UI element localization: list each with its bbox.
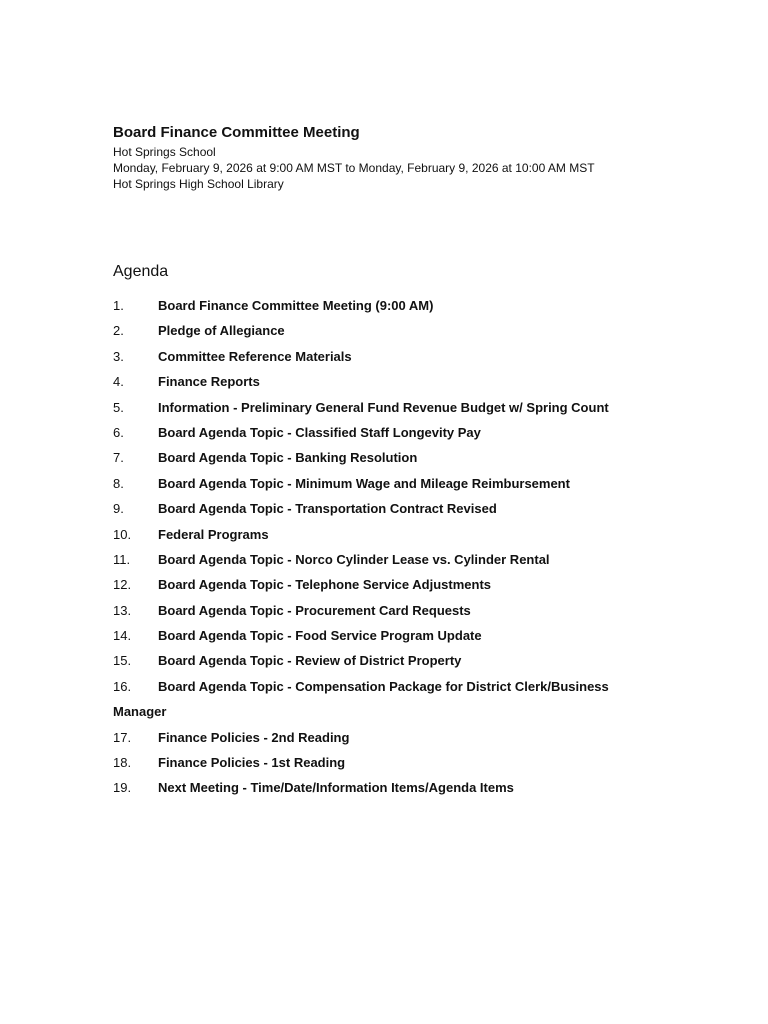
agenda-item-title: Pledge of Allegiance xyxy=(158,323,285,339)
agenda-item-title: Next Meeting - Time/Date/Information Items/Agenda Items xyxy=(158,780,514,796)
agenda-item-number: 7. xyxy=(113,450,124,466)
agenda-item xyxy=(113,525,673,550)
agenda-item xyxy=(113,423,673,448)
agenda-item xyxy=(113,474,673,499)
agenda-item-title: Information - Preliminary General Fund Revenue Budget w/ Spring Count xyxy=(158,399,609,415)
meeting-title: Board Finance Committee Meeting xyxy=(113,124,360,141)
agenda-item xyxy=(113,448,673,473)
agenda-item-number: 3. xyxy=(113,348,124,364)
agenda-item-title: Board Agenda Topic - Review of District Property xyxy=(158,653,462,669)
agenda-item-title: Board Agenda Topic - Norco Cylinder Lease vs. Cylinder Rental xyxy=(158,551,550,567)
agenda-item-title: Board Finance Committee Meeting (9:00 AM) xyxy=(158,298,434,313)
meeting-location: Hot Springs High School Library xyxy=(113,177,284,191)
document-page xyxy=(113,122,673,796)
agenda-item-number: 19. xyxy=(113,780,132,796)
agenda-item-number: 5. xyxy=(113,399,124,415)
agenda-item xyxy=(113,321,673,346)
meeting-datetime: Monday, February 9, 2026 at 9:00 AM MST to Monday, February 9, 2026 at 10:00 AM MST xyxy=(113,161,595,175)
agenda-item xyxy=(113,372,673,397)
agenda-item-number: 2. xyxy=(113,323,124,339)
agenda-item xyxy=(113,778,673,803)
agenda-item-title: Board Agenda Topic - Compensation Package for District Clerk/Business xyxy=(158,678,609,694)
agenda-item xyxy=(113,550,673,575)
agenda-item-title: Board Agenda Topic - Procurement Card Requests xyxy=(158,602,471,618)
agenda-heading: Agenda xyxy=(113,263,169,280)
agenda-item-number: 9. xyxy=(113,501,124,517)
agenda-item-number: 18. xyxy=(113,755,132,771)
agenda-item-number: 17. xyxy=(113,729,132,745)
agenda-item-title: Manager xyxy=(113,704,167,720)
agenda-item-title: Board Agenda Topic - Banking Resolution xyxy=(158,450,418,466)
agenda-item-title: Committee Reference Materials xyxy=(158,348,352,364)
agenda-item-title: Board Agenda Topic - Transportation Contract Revised xyxy=(158,501,497,517)
agenda-item-number: 6. xyxy=(113,424,124,440)
agenda-item-title: Board Agenda Topic - Classified Staff Longevity Pay xyxy=(158,424,481,440)
agenda-item-number: 10. xyxy=(113,526,132,542)
agenda-item-number: 1. xyxy=(113,298,124,313)
agenda-item-title: Board Agenda Topic - Minimum Wage and Mileage Reimbursement xyxy=(158,475,570,491)
agenda-item-number: 16. xyxy=(113,678,132,694)
agenda-item xyxy=(113,601,673,626)
agenda-item-number: 13. xyxy=(113,602,132,618)
agenda-item-title: Board Agenda Topic - Food Service Program Update xyxy=(158,628,482,644)
agenda-item xyxy=(113,347,673,372)
agenda-item-title: Finance Policies - 1st Reading xyxy=(158,755,346,771)
agenda-item xyxy=(113,753,673,778)
agenda-item-number: 8. xyxy=(113,475,124,491)
agenda-item xyxy=(113,651,673,676)
agenda-item-title: Federal Programs xyxy=(158,526,269,542)
agenda-item-number: 15. xyxy=(113,653,132,669)
agenda-item xyxy=(113,677,673,702)
agenda-item-title: Board Agenda Topic - Telephone Service Adjustments xyxy=(158,577,491,593)
agenda-item xyxy=(113,626,673,651)
agenda-item-title: Finance Policies - 2nd Reading xyxy=(158,729,350,745)
agenda-item xyxy=(113,499,673,524)
agenda-item-number: 12. xyxy=(113,577,132,593)
agenda-item-title: Finance Reports xyxy=(158,374,260,390)
agenda-item xyxy=(113,296,673,321)
agenda-item-number: 4. xyxy=(113,374,124,390)
agenda-item xyxy=(113,398,673,423)
agenda-item xyxy=(113,575,673,600)
agenda-item xyxy=(113,702,673,727)
agenda-item-number: 11. xyxy=(113,551,131,567)
agenda-item-number: 14. xyxy=(113,628,132,644)
agenda-list xyxy=(113,296,673,804)
agenda-item xyxy=(113,728,673,753)
meeting-organization: Hot Springs School xyxy=(113,145,216,159)
